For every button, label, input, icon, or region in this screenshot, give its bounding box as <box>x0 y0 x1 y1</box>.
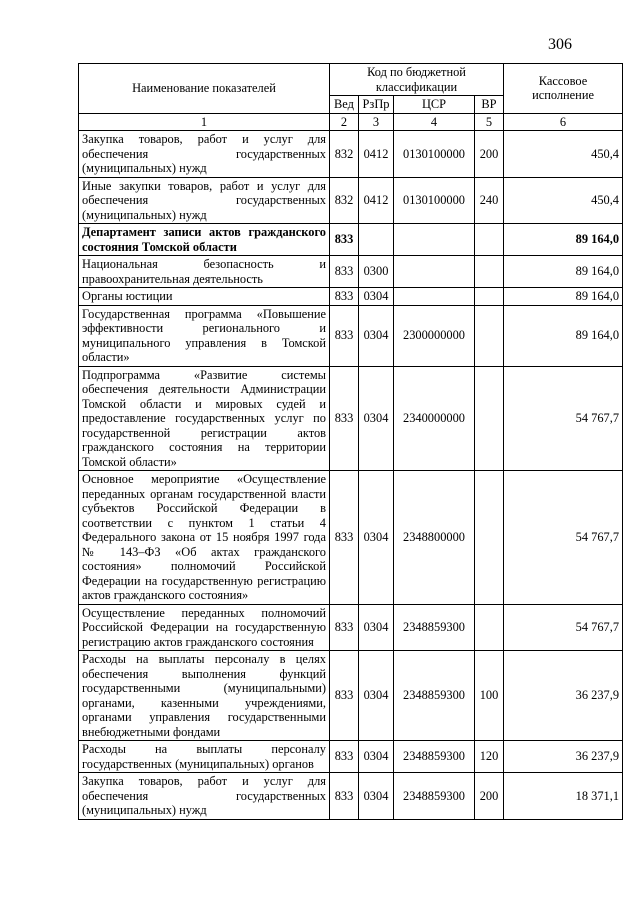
row-ved: 832 <box>330 131 359 178</box>
row-amount: 450,4 <box>504 131 623 178</box>
row-name: Закупка товаров, работ и услуг для обеспечения государственных (муниципальных) нужд <box>79 131 330 178</box>
table-row <box>79 471 623 605</box>
row-vr <box>475 288 504 306</box>
table-row <box>79 131 623 178</box>
row-rzpr: 0304 <box>359 773 394 820</box>
row-amount: 89 164,0 <box>504 305 623 366</box>
row-vr: 200 <box>475 131 504 178</box>
row-rzpr: 0300 <box>359 256 394 288</box>
row-amount: 54 767,7 <box>504 604 623 651</box>
row-ved: 833 <box>330 366 359 471</box>
row-rzpr: 0304 <box>359 604 394 651</box>
row-ved: 833 <box>330 288 359 306</box>
row-rzpr: 0304 <box>359 288 394 306</box>
row-rzpr: 0304 <box>359 305 394 366</box>
row-vr <box>475 256 504 288</box>
row-name: Государственная программа «Повышение эффективности регионального и муниципального управления в Томской области» <box>79 305 330 366</box>
row-csr: 2348800000 <box>394 471 475 605</box>
table-row <box>79 741 623 773</box>
row-csr: 2348859300 <box>394 773 475 820</box>
row-vr <box>475 471 504 605</box>
row-ved: 832 <box>330 177 359 224</box>
row-ved: 833 <box>330 256 359 288</box>
row-rzpr: 0304 <box>359 366 394 471</box>
row-csr: 2348859300 <box>394 741 475 773</box>
row-amount: 54 767,7 <box>504 471 623 605</box>
row-name: Органы юстиции <box>79 288 330 306</box>
header-vr: ВР <box>475 96 504 114</box>
table-row <box>79 366 623 471</box>
table-row <box>79 305 623 366</box>
header-name: Наименование показателей <box>79 64 330 114</box>
row-name: Иные закупки товаров, работ и услуг для обеспечения государственных (муниципальных) нужд <box>79 177 330 224</box>
table-row <box>79 288 623 306</box>
row-rzpr: 0304 <box>359 471 394 605</box>
column-index: 1 <box>79 113 330 131</box>
budget-execution-table <box>78 63 623 820</box>
row-name: Закупка товаров, работ и услуг для обеспечения государственных (муниципальных) нужд <box>79 773 330 820</box>
row-amount: 54 767,7 <box>504 366 623 471</box>
row-ved: 833 <box>330 305 359 366</box>
row-ved: 833 <box>330 604 359 651</box>
row-name: Расходы на выплаты персоналу государственных (муниципальных) органов <box>79 741 330 773</box>
row-name: Подпрограмма «Развитие системы обеспечения деятельности Администрации Томской области и мировых судей и предоставление государственных услуг по государственной регистрации актов гражданского состояния на территории Томской области» <box>79 366 330 471</box>
row-csr <box>394 256 475 288</box>
row-name: Осуществление переданных полномочий Российской Федерации на государственную регистрацию актов гражданского состояния <box>79 604 330 651</box>
header-code-group: Код по бюджетной классификации <box>330 64 504 96</box>
row-csr: 2348859300 <box>394 604 475 651</box>
row-vr: 100 <box>475 651 504 741</box>
row-amount: 36 237,9 <box>504 741 623 773</box>
row-rzpr <box>359 224 394 256</box>
row-name: Департамент записи актов гражданского состояния Томской области <box>79 224 330 256</box>
row-name: Основное мероприятие «Осуществление переданных органам государственной власти субъектов Российской Федерации в соответствии с пунктом 1 статьи 4 Федерального закона от 15 ноября 1997 года № 143–ФЗ «Об актах гражданского состояния» полномочий Российской Федерации на государственную регистрацию актов гражданского состояния» <box>79 471 330 605</box>
row-vr <box>475 366 504 471</box>
row-ved: 833 <box>330 773 359 820</box>
row-vr: 240 <box>475 177 504 224</box>
row-rzpr: 0304 <box>359 741 394 773</box>
row-ved: 833 <box>330 741 359 773</box>
row-csr: 2348859300 <box>394 651 475 741</box>
header-csr: ЦСР <box>394 96 475 114</box>
row-amount: 89 164,0 <box>504 256 623 288</box>
row-vr <box>475 224 504 256</box>
row-vr <box>475 305 504 366</box>
header-ved: Вед <box>330 96 359 114</box>
row-csr <box>394 224 475 256</box>
page-number: 306 <box>548 36 572 53</box>
row-name: Национальная безопасность и правоохранительная деятельность <box>79 256 330 288</box>
table-row <box>79 773 623 820</box>
row-vr: 200 <box>475 773 504 820</box>
row-amount: 89 164,0 <box>504 288 623 306</box>
header-cash-execution: Кассовое исполнение <box>504 64 623 114</box>
row-rzpr: 0412 <box>359 177 394 224</box>
row-ved: 833 <box>330 651 359 741</box>
row-amount: 36 237,9 <box>504 651 623 741</box>
row-csr: 0130100000 <box>394 177 475 224</box>
column-index: 4 <box>394 113 475 131</box>
table-row <box>79 224 623 256</box>
row-ved: 833 <box>330 471 359 605</box>
row-amount: 450,4 <box>504 177 623 224</box>
table-row <box>79 177 623 224</box>
row-csr: 2340000000 <box>394 366 475 471</box>
column-index: 3 <box>359 113 394 131</box>
row-amount: 89 164,0 <box>504 224 623 256</box>
row-csr: 2300000000 <box>394 305 475 366</box>
table-row <box>79 651 623 741</box>
row-vr <box>475 604 504 651</box>
row-vr: 120 <box>475 741 504 773</box>
table-row <box>79 604 623 651</box>
column-index-row <box>79 113 623 131</box>
row-amount: 18 371,1 <box>504 773 623 820</box>
row-name: Расходы на выплаты персоналу в целях обеспечения выполнения функций государственными (муниципальными) органами, казенными учреждениями, органами управления государственными внебюджетными фондами <box>79 651 330 741</box>
header-rzpr: РзПр <box>359 96 394 114</box>
row-rzpr: 0304 <box>359 651 394 741</box>
column-index: 2 <box>330 113 359 131</box>
row-ved: 833 <box>330 224 359 256</box>
row-rzpr: 0412 <box>359 131 394 178</box>
row-csr <box>394 288 475 306</box>
column-index: 5 <box>475 113 504 131</box>
row-csr: 0130100000 <box>394 131 475 178</box>
table-row <box>79 256 623 288</box>
column-index: 6 <box>504 113 623 131</box>
